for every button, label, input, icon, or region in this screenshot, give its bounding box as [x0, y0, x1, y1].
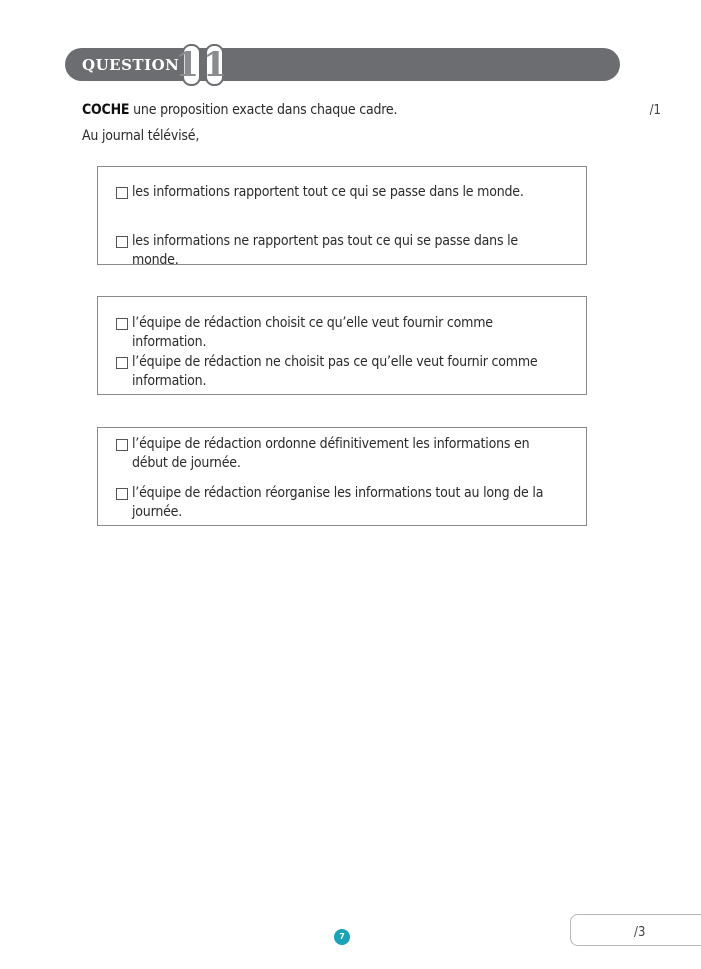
option-label: l’équipe de rédaction ne choisit pas ce qu’elle veut fournir comme information. [132, 354, 538, 389]
total-score: /3 [634, 925, 646, 940]
option-item[interactable] [116, 435, 568, 473]
option-label: l’équipe de rédaction choisit ce qu’elle veut fournir comme information. [132, 315, 493, 350]
instruction-text: une proposition exacte dans chaque cadre. [129, 102, 398, 118]
instruction-keyword: COCHE [82, 102, 130, 118]
option-label: les informations rapportent tout ce qui se passe dans le monde. [132, 184, 524, 200]
option-item[interactable] [116, 484, 568, 522]
question-number: 11 [175, 45, 231, 85]
option-item[interactable] [116, 314, 568, 352]
option-item[interactable] [116, 183, 568, 202]
question-score: /1 [649, 103, 661, 118]
choice-box-1 [97, 166, 587, 268]
option-label: les informations ne rapportent pas tout ce qui se passe dans le monde. [132, 233, 518, 268]
checkbox[interactable] [116, 488, 128, 500]
checkbox[interactable] [116, 357, 128, 369]
question-number-badge [175, 42, 231, 88]
option-item[interactable] [116, 232, 568, 270]
option-item[interactable] [116, 353, 568, 391]
instruction [82, 102, 397, 118]
checkbox[interactable] [116, 187, 128, 199]
checkbox[interactable] [116, 236, 128, 248]
question-label: QUESTION [82, 56, 180, 74]
option-label: l’équipe de rédaction ordonne définitivement les informations en début de journée. [132, 436, 530, 471]
intro-text: Au journal télévisé, [82, 128, 200, 144]
choice-box-3 [97, 427, 587, 526]
page-number: 7 [334, 929, 350, 945]
checkbox[interactable] [116, 318, 128, 330]
option-label: l’équipe de rédaction réorganise les informations tout au long de la journée. [132, 485, 544, 520]
choice-box-2 [97, 296, 587, 395]
checkbox[interactable] [116, 439, 128, 451]
